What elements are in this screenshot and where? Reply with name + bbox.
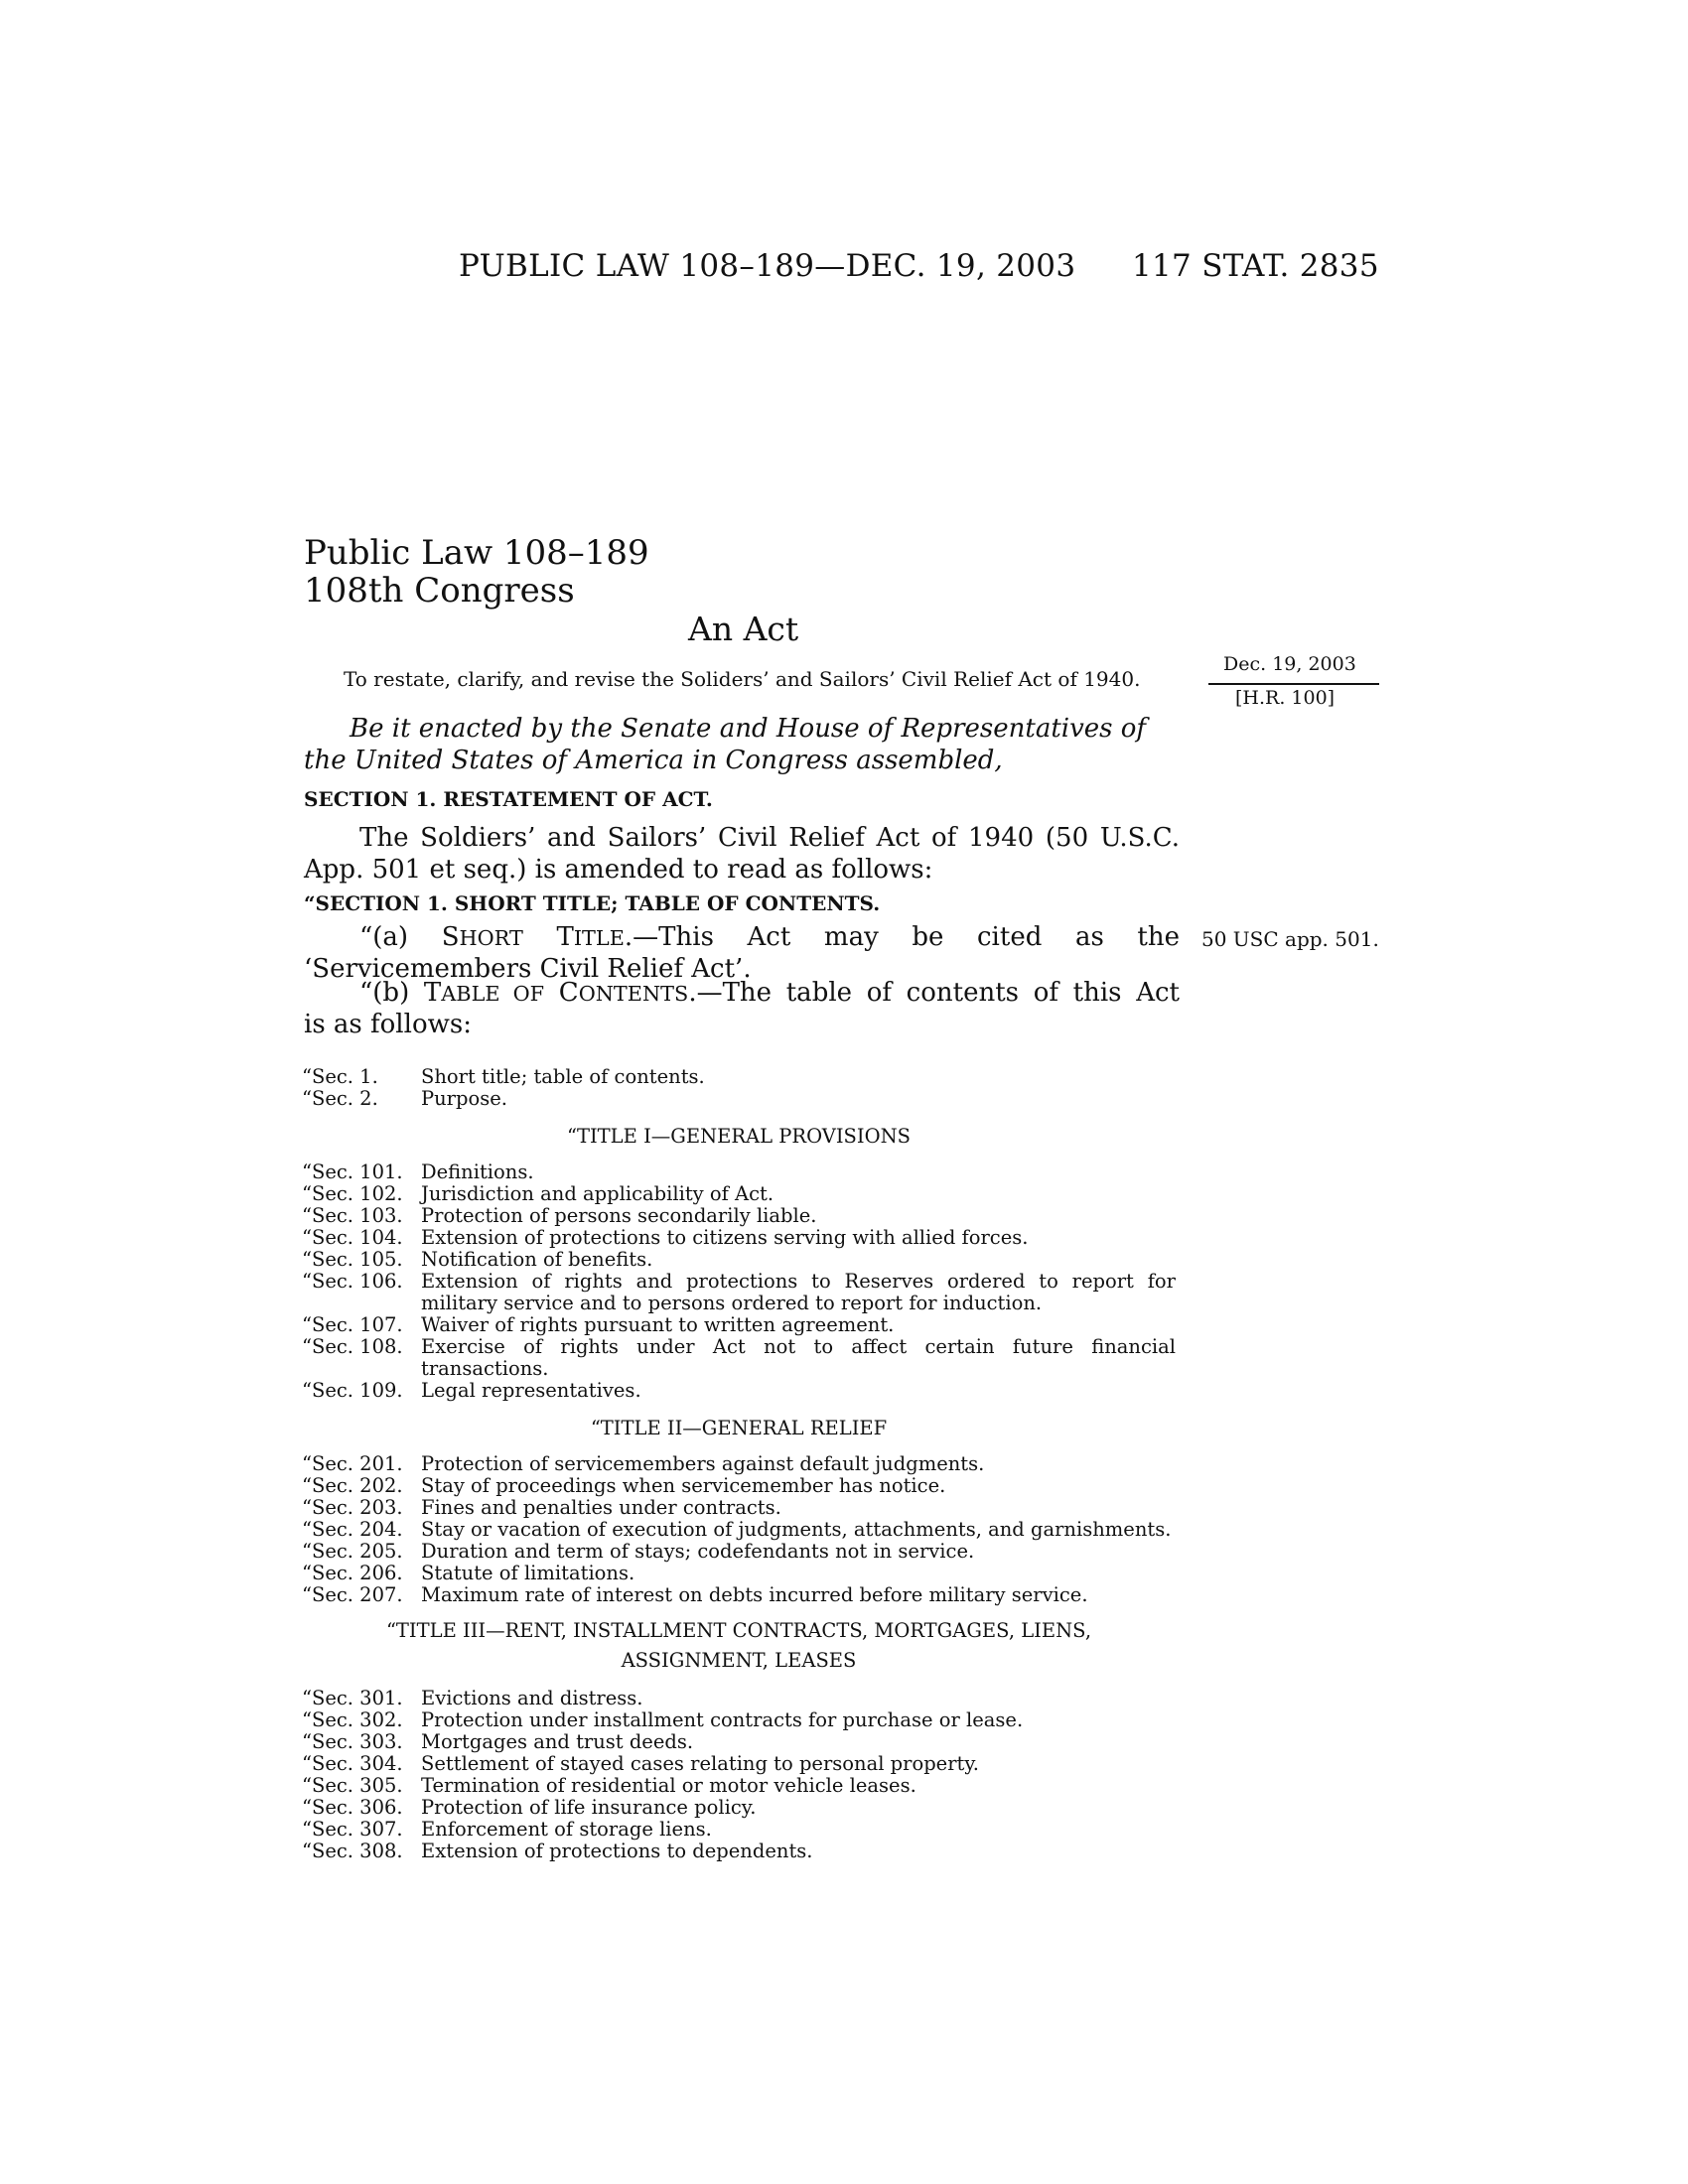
margin-date: Dec. 19, 2003 [1223,653,1356,675]
toc-entry [302,1688,1176,1709]
toc-entry-text: Short title; table of contents. [421,1065,705,1088]
toc-title-iii-line-1: “TITLE III—RENT, INSTALLMENT CONTRACTS, MORTGAGES, LIENS, [385,1619,1092,1642]
toc-entry-text: Waiver of rights pursuant to written agreement. [421,1313,895,1336]
enacting-clause-line-1: Be it enacted by the Senate and House of Representatives of [350,714,1147,744]
toc-entry-label: “Sec. 303. [302,1730,403,1753]
toc-entry-label: “Sec. 307. [302,1818,403,1841]
toc-title-iii-line-2: ASSIGNMENT, LEASES [621,1649,857,1672]
subsection-b-line-1 [359,977,1180,1010]
section-1-heading: SECTION 1. RESTATEMENT OF ACT. [304,787,713,811]
toc-entry-label: “Sec. 305. [302,1774,403,1797]
toc-entry-text: Jurisdiction and applicability of Act. [421,1182,774,1205]
toc-entry-label: “Sec. 104. [302,1226,403,1249]
toc-entry-text: Duration and term of stays; codefendants not in service. [421,1540,975,1563]
toc-title-iii-list [302,1688,1176,1862]
toc-entry [302,1584,1176,1606]
toc-entry [302,1161,1176,1183]
toc-entry-label: “Sec. 203. [302,1496,403,1519]
toc-entry-label: “Sec. 202. [302,1474,403,1497]
toc-entry-text: Legal representatives. [421,1379,641,1402]
toc-entry-label: “Sec. 201. [302,1452,403,1475]
subsection-a-text: .—This Act may be cited as the [624,922,1180,952]
running-header-title: PUBLIC LAW 108–189—DEC. 19, 2003 [459,248,1076,284]
subsection-a-caption: SHORT TITLE [441,922,625,952]
short-title-section-heading: “SECTION 1. SHORT TITLE; TABLE OF CONTENTS. [304,891,881,915]
toc-entry [302,1541,1176,1563]
toc-entry-label: “Sec. 304. [302,1752,403,1775]
toc-entry-text: Stay of proceedings when servicemember has notice. [421,1474,946,1497]
toc-entry-text: Protection of life insurance policy. [421,1796,757,1819]
restatement-text-line-2: App. 501 et seq.) is amended to read as follows: [304,855,933,885]
subsection-b-text: .—The table of contents of this Act [688,978,1180,1008]
toc-entry-label: “Sec. 206. [302,1562,403,1584]
running-header-stat-page: 117 STAT. 2835 [1132,248,1379,284]
toc-entry-label: “Sec. 207. [302,1583,403,1606]
toc-entry [302,1314,1176,1336]
table-of-contents [302,1066,1176,1862]
act-heading: An Act [688,610,799,648]
act-purpose: To restate, clarify, and revise the Soliders’ and Sailors’ Civil Relief Act of 1940. [344,667,1141,691]
toc-title-i: “TITLE I—GENERAL PROVISIONS [567,1125,911,1148]
toc-title-ii-list [302,1453,1176,1606]
toc-entry [302,1271,1176,1314]
subsection-a-line-1 [359,921,1180,954]
toc-entry [302,1453,1176,1475]
toc-entry-text: Definitions. [421,1160,534,1183]
congress-number: 108th Congress [304,571,575,611]
subsection-b-prefix: “(b) [359,978,424,1008]
toc-entry [302,1380,1176,1402]
margin-divider [1208,683,1379,685]
restatement-text-line-1: The Soldiers’ and Sailors’ Civil Relief Act of 1940 (50 U.S.C. [359,823,1180,853]
toc-entry-text: Exercise of rights under Act not to affect certain future financial transactions. [421,1335,1176,1380]
enacting-clause-line-2: the United States of America in Congress assembled, [304,746,1003,775]
toc-entry [302,1775,1176,1797]
toc-entry [302,1336,1176,1380]
toc-entry-label: “Sec. 1. [302,1065,378,1088]
toc-entry-label: “Sec. 2. [302,1087,378,1110]
toc-entry-text: Maximum rate of interest on debts incurred before military service. [421,1583,1088,1606]
subsection-a-line-2: ‘Servicemembers Civil Relief Act’. [304,954,752,984]
subsection-b-caption: TABLE OF CONTENTS [423,978,689,1008]
toc-entry-label: “Sec. 103. [302,1204,403,1227]
toc-entry-text: Settlement of stayed cases relating to personal property. [421,1752,980,1775]
toc-entry-text: Fines and penalties under contracts. [421,1496,781,1519]
toc-entry-text: Purpose. [421,1087,507,1110]
toc-entry-text: Extension of rights and protections to Reserves ordered to report for military service and to persons ordered to report for induction. [421,1270,1176,1314]
toc-entry-label: “Sec. 306. [302,1796,403,1819]
toc-entry [302,1475,1176,1497]
subsection-b-line-2: is as follows: [304,1010,472,1039]
toc-entry-text: Notification of benefits. [421,1248,653,1271]
toc-entry [302,1797,1176,1819]
toc-entry-label: “Sec. 204. [302,1518,403,1541]
toc-entry [302,1819,1176,1841]
margin-usc-citation: 50 USC app. 501. [1201,927,1379,951]
toc-intro-list [302,1066,1176,1110]
toc-entry-label: “Sec. 308. [302,1840,403,1862]
toc-entry [302,1709,1176,1731]
toc-entry [302,1519,1176,1541]
toc-entry-text: Enforcement of storage liens. [421,1818,712,1841]
toc-entry [302,1497,1176,1519]
toc-title-iii [302,1616,1176,1676]
toc-entry [302,1841,1176,1862]
subsection-a-prefix: “(a) [359,922,442,952]
toc-title-ii: “TITLE II—GENERAL RELIEF [590,1417,888,1439]
toc-entry [302,1249,1176,1271]
toc-entry-text: Mortgages and trust deeds. [421,1730,694,1753]
toc-entry-label: “Sec. 101. [302,1160,403,1183]
toc-entry [302,1205,1176,1227]
toc-entry-text: Protection of servicemembers against default judgments. [421,1452,985,1475]
toc-entry-text: Termination of residential or motor vehicle leases. [421,1774,916,1797]
toc-title-i-list [302,1161,1176,1402]
margin-bill-number: [H.R. 100] [1235,687,1336,709]
toc-entry-text: Protection of persons secondarily liable. [421,1204,817,1227]
toc-entry-label: “Sec. 205. [302,1540,403,1563]
toc-entry [302,1088,1176,1110]
toc-entry-label: “Sec. 302. [302,1708,403,1731]
toc-entry [302,1753,1176,1775]
toc-entry-label: “Sec. 106. [302,1270,403,1293]
toc-entry-text: Statute of limitations. [421,1562,635,1584]
toc-entry-label: “Sec. 105. [302,1248,403,1271]
toc-entry-label: “Sec. 301. [302,1687,403,1709]
toc-entry-text: Extension of protections to dependents. [421,1840,813,1862]
toc-entry-text: Stay or vacation of execution of judgments, attachments, and garnishments. [421,1518,1172,1541]
toc-entry [302,1183,1176,1205]
public-law-number: Public Law 108–189 [304,533,649,573]
toc-entry-label: “Sec. 109. [302,1379,403,1402]
toc-entry-label: “Sec. 102. [302,1182,403,1205]
toc-entry [302,1066,1176,1088]
toc-entry-label: “Sec. 107. [302,1313,403,1336]
toc-entry-text: Extension of protections to citizens serving with allied forces. [421,1226,1029,1249]
toc-entry [302,1731,1176,1753]
toc-entry [302,1227,1176,1249]
toc-entry-text: Protection under installment contracts for purchase or lease. [421,1708,1024,1731]
toc-entry-text: Evictions and distress. [421,1687,643,1709]
toc-entry [302,1563,1176,1584]
toc-entry-label: “Sec. 108. [302,1335,403,1358]
